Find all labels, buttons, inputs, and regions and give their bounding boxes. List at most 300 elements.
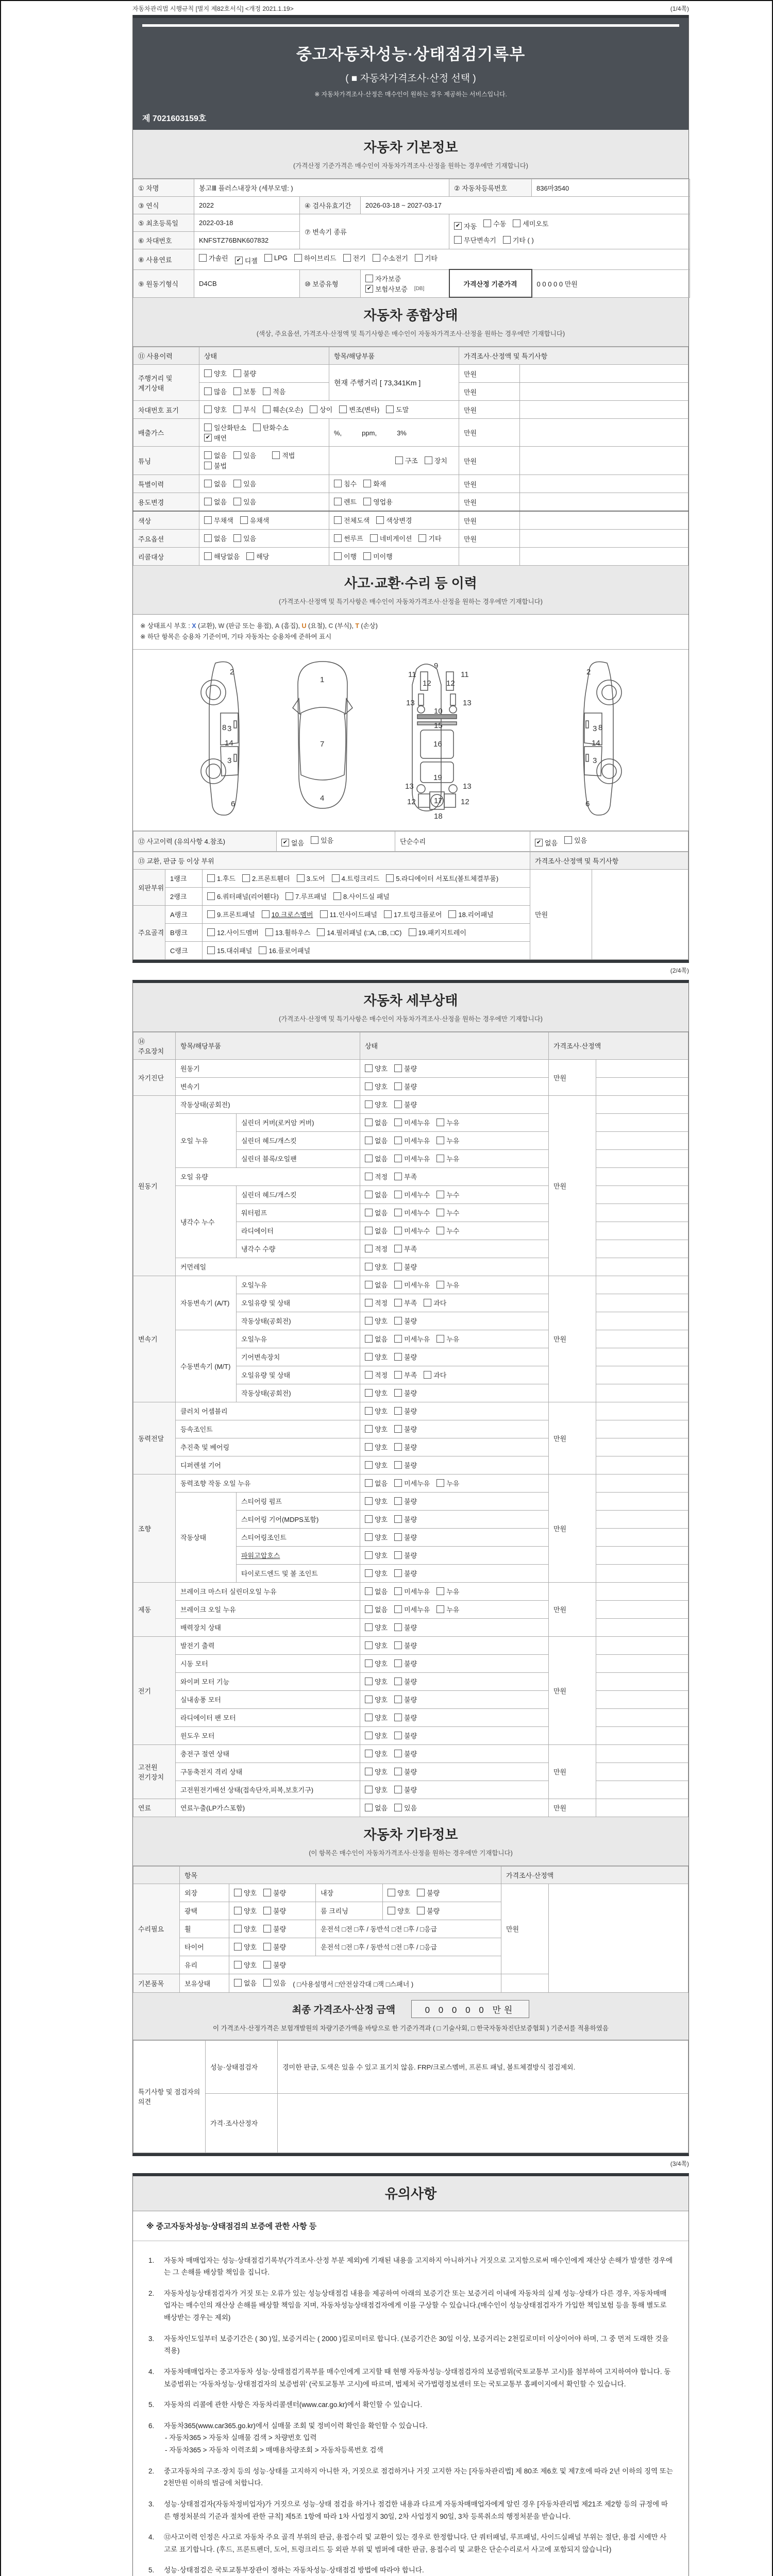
tuning-exist-options[interactable]: [204, 453, 263, 461]
checkbox-icon[interactable]: [233, 369, 241, 377]
checkbox-icon[interactable]: [365, 1804, 373, 1811]
checkbox-icon[interactable]: [263, 1907, 271, 1914]
checkbox-icon[interactable]: ✔: [281, 839, 289, 846]
checkbox-option[interactable]: [386, 873, 498, 883]
checkbox-option[interactable]: [234, 1942, 257, 1952]
checkbox-icon[interactable]: [264, 254, 272, 262]
checkbox-icon[interactable]: [365, 1605, 373, 1613]
checkbox-icon[interactable]: [394, 1641, 402, 1649]
checkbox-icon[interactable]: [365, 1227, 373, 1234]
checkbox-icon[interactable]: [418, 534, 426, 542]
checkbox-icon[interactable]: [394, 1263, 402, 1270]
checkbox-icon[interactable]: [503, 236, 511, 244]
checkbox-option[interactable]: [310, 404, 332, 414]
usage-change-options[interactable]: [199, 493, 329, 512]
detail-item-options[interactable]: [360, 1276, 549, 1294]
checkbox-option[interactable]: [483, 218, 506, 228]
checkbox-option[interactable]: [395, 455, 418, 465]
checkbox-option[interactable]: [394, 1081, 417, 1091]
checkbox-icon[interactable]: [234, 1889, 242, 1896]
checkbox-option[interactable]: [388, 1906, 410, 1916]
checkbox-icon[interactable]: [285, 892, 293, 900]
checkbox-option[interactable]: [394, 1749, 417, 1758]
detail-item-options[interactable]: [360, 1294, 549, 1312]
checkbox-option[interactable]: [436, 1208, 459, 1217]
detail-item-options[interactable]: [360, 1167, 549, 1185]
checkbox-option[interactable]: [365, 1208, 388, 1217]
checkbox-icon[interactable]: [436, 1479, 444, 1487]
checkbox-option[interactable]: [234, 1888, 257, 1897]
checkbox-option[interactable]: [365, 1190, 388, 1199]
checkbox-option[interactable]: [204, 497, 227, 506]
checkbox-icon[interactable]: [334, 552, 342, 560]
checkbox-option[interactable]: [263, 1906, 286, 1916]
checkbox-option[interactable]: [394, 1352, 417, 1362]
checkbox-icon[interactable]: [394, 1118, 402, 1126]
detail-item-options[interactable]: [360, 1492, 549, 1510]
checkbox-icon[interactable]: [386, 874, 394, 882]
checkbox-option[interactable]: [394, 1370, 417, 1380]
exterior-options[interactable]: [229, 1884, 316, 1902]
checkbox-option[interactable]: [204, 515, 233, 525]
checkbox-icon[interactable]: ✔: [535, 839, 543, 846]
checkbox-icon[interactable]: [394, 1515, 402, 1523]
checkbox-icon[interactable]: [417, 1907, 425, 1914]
checkbox-icon[interactable]: [365, 1209, 373, 1216]
checkbox-icon[interactable]: [339, 405, 347, 413]
checkbox-icon[interactable]: [394, 1299, 402, 1307]
checkbox-option[interactable]: [317, 927, 401, 937]
checkbox-option[interactable]: [394, 1460, 417, 1470]
polish-options[interactable]: [229, 1902, 316, 1920]
checkbox-icon[interactable]: [394, 1227, 402, 1234]
checkbox-icon[interactable]: [332, 874, 340, 882]
detail-item-options[interactable]: [360, 1672, 549, 1690]
checkbox-option[interactable]: [394, 1586, 430, 1596]
checkbox-icon[interactable]: [207, 928, 215, 936]
checkbox-icon[interactable]: [394, 1569, 402, 1577]
detail-item-options[interactable]: [360, 1708, 549, 1726]
checkbox-option[interactable]: [207, 909, 255, 919]
checkbox-option[interactable]: [363, 551, 393, 561]
checkbox-option[interactable]: [454, 221, 477, 231]
checkbox-icon[interactable]: [436, 1191, 444, 1198]
detail-item-options[interactable]: [360, 1618, 549, 1636]
checkbox-option[interactable]: [204, 422, 246, 432]
checkbox-option[interactable]: [394, 1785, 417, 1794]
checkbox-icon[interactable]: [417, 1889, 425, 1896]
rank1-items[interactable]: [203, 869, 530, 887]
checkbox-option[interactable]: [365, 1136, 388, 1145]
checkbox-icon[interactable]: [394, 1605, 402, 1613]
checkbox-icon[interactable]: [394, 1100, 402, 1108]
checkbox-icon[interactable]: [365, 1245, 373, 1252]
checkbox-icon[interactable]: ✔: [204, 434, 212, 442]
usage-change-type-options[interactable]: [329, 493, 459, 512]
checkbox-icon[interactable]: ✔: [454, 222, 462, 230]
checkbox-icon[interactable]: [204, 552, 212, 560]
checkbox-icon[interactable]: [365, 1317, 373, 1325]
tire-detail[interactable]: 운전석 □전 □후 / 동반석 □전 □후 / □응급: [316, 1938, 501, 1956]
checkbox-option[interactable]: [394, 1731, 417, 1740]
checkbox-option[interactable]: [263, 386, 285, 396]
detail-item-options[interactable]: [360, 1726, 549, 1744]
checkbox-icon[interactable]: [365, 1371, 373, 1379]
checkbox-option[interactable]: [311, 835, 333, 845]
checkbox-icon[interactable]: [394, 1317, 402, 1325]
checkbox-icon[interactable]: [365, 1155, 373, 1162]
checkbox-icon[interactable]: [253, 423, 261, 431]
checkbox-icon[interactable]: [394, 1407, 402, 1415]
checkbox-icon[interactable]: [233, 451, 241, 459]
checkbox-option[interactable]: [365, 1622, 388, 1632]
checkbox-icon[interactable]: [333, 892, 341, 900]
detail-item-options[interactable]: [360, 1095, 549, 1113]
detail-item-options[interactable]: [360, 1528, 549, 1546]
checkbox-option[interactable]: [204, 479, 227, 488]
checkbox-option[interactable]: [394, 1172, 417, 1181]
checkbox-icon[interactable]: [394, 1750, 402, 1757]
checkbox-icon[interactable]: [207, 892, 215, 900]
checkbox-icon[interactable]: [365, 1064, 373, 1072]
checkbox-option[interactable]: [454, 235, 496, 245]
checkbox-option[interactable]: [417, 1906, 440, 1916]
color-change-options[interactable]: [329, 511, 459, 530]
checkbox-icon[interactable]: [363, 498, 371, 505]
detail-item-options[interactable]: [360, 1781, 549, 1799]
checkbox-icon[interactable]: [365, 1353, 373, 1361]
checkbox-option[interactable]: [394, 1676, 417, 1686]
checkbox-option[interactable]: [235, 256, 258, 265]
checkbox-icon[interactable]: [334, 516, 342, 524]
checkbox-icon[interactable]: [394, 1714, 402, 1721]
checkbox-option[interactable]: [394, 1117, 430, 1127]
checkbox-icon[interactable]: [394, 1425, 402, 1433]
checkbox-icon[interactable]: [394, 1335, 402, 1343]
checkbox-option[interactable]: [365, 1478, 388, 1488]
detail-item-options[interactable]: [360, 1510, 549, 1528]
checkbox-icon[interactable]: [395, 456, 403, 464]
checkbox-icon[interactable]: [415, 254, 423, 262]
checkbox-icon[interactable]: [263, 387, 271, 395]
recall-done-options[interactable]: [329, 548, 459, 566]
checkbox-option[interactable]: [233, 404, 256, 414]
checkbox-option[interactable]: [394, 1406, 417, 1416]
emission-options[interactable]: [199, 419, 329, 447]
checkbox-option[interactable]: [394, 1622, 417, 1632]
checkbox-icon[interactable]: ✔: [365, 285, 373, 293]
checkbox-option[interactable]: [394, 1568, 417, 1578]
mileage-amount-options[interactable]: [199, 383, 329, 401]
checkbox-icon[interactable]: [454, 236, 462, 244]
checkbox-option[interactable]: [365, 1244, 388, 1253]
detail-item-options[interactable]: [360, 1131, 549, 1149]
rankA-items[interactable]: [203, 905, 530, 923]
checkbox-option[interactable]: [242, 873, 290, 883]
detail-item-options[interactable]: [360, 1474, 549, 1492]
checkbox-option[interactable]: [503, 235, 534, 245]
checkbox-option[interactable]: [332, 873, 380, 883]
checkbox-icon[interactable]: [263, 1889, 271, 1896]
fuel-options[interactable]: [194, 249, 690, 270]
checkbox-icon[interactable]: [564, 836, 572, 844]
checkbox-option[interactable]: [233, 533, 256, 543]
checkbox-option[interactable]: [370, 533, 412, 543]
tuning-type-options[interactable]: [329, 447, 459, 475]
checkbox-option[interactable]: [339, 404, 379, 414]
checkbox-icon[interactable]: [365, 1118, 373, 1126]
detail-item-options[interactable]: [360, 1420, 549, 1438]
checkbox-option[interactable]: [365, 1154, 388, 1163]
checkbox-option[interactable]: [365, 1550, 388, 1560]
checkbox-option[interactable]: [363, 497, 393, 506]
checkbox-icon[interactable]: [204, 423, 212, 431]
detail-item-options[interactable]: [360, 1456, 549, 1474]
checkbox-option[interactable]: [394, 1604, 430, 1614]
checkbox-option[interactable]: [394, 1550, 417, 1560]
checkbox-option[interactable]: [436, 1136, 459, 1145]
checkbox-option[interactable]: [297, 873, 325, 883]
checkbox-option[interactable]: [365, 1586, 388, 1596]
checkbox-icon[interactable]: [394, 1696, 402, 1703]
checkbox-icon[interactable]: [394, 1479, 402, 1487]
simple-repair-options[interactable]: [530, 831, 688, 851]
checkbox-option[interactable]: [333, 891, 390, 901]
checkbox-option[interactable]: [394, 1388, 417, 1398]
checkbox-option[interactable]: [365, 1532, 388, 1542]
checkbox-option[interactable]: [365, 1460, 388, 1470]
special-history-type-options[interactable]: [329, 475, 459, 493]
checkbox-icon[interactable]: [365, 1389, 373, 1397]
checkbox-icon[interactable]: [436, 1227, 444, 1234]
checkbox-option[interactable]: [263, 1888, 286, 1897]
checkbox-icon[interactable]: [394, 1137, 402, 1144]
detail-item-options[interactable]: [360, 1690, 549, 1708]
checkbox-option[interactable]: [233, 386, 256, 396]
accident-history-options[interactable]: [277, 831, 395, 851]
checkbox-option[interactable]: [233, 368, 256, 378]
checkbox-option[interactable]: [365, 1226, 388, 1235]
checkbox-option[interactable]: [365, 1785, 388, 1794]
checkbox-option[interactable]: [365, 1172, 388, 1181]
checkbox-icon[interactable]: [204, 451, 212, 459]
checkbox-icon[interactable]: [448, 910, 456, 918]
checkbox-option[interactable]: [207, 927, 259, 937]
checkbox-icon[interactable]: [394, 1768, 402, 1775]
vin-mark-options[interactable]: [199, 401, 459, 419]
checkbox-icon[interactable]: [394, 1623, 402, 1631]
checkbox-icon[interactable]: [513, 219, 520, 227]
checkbox-option[interactable]: [415, 253, 438, 263]
checkbox-icon[interactable]: [233, 534, 241, 542]
holding-options[interactable]: [229, 1974, 501, 1992]
checkbox-icon[interactable]: [436, 1155, 444, 1162]
checkbox-icon[interactable]: [388, 1907, 395, 1914]
checkbox-option[interactable]: [334, 551, 357, 561]
checkbox-option[interactable]: [234, 1924, 257, 1934]
checkbox-icon[interactable]: [394, 1191, 402, 1198]
checkbox-icon[interactable]: [240, 516, 248, 524]
checkbox-icon[interactable]: [394, 1461, 402, 1469]
checkbox-option[interactable]: [285, 891, 327, 901]
checkbox-option[interactable]: [365, 1334, 388, 1344]
checkbox-icon[interactable]: [386, 405, 394, 413]
checkbox-option[interactable]: [365, 1604, 388, 1614]
checkbox-option[interactable]: [294, 253, 337, 263]
checkbox-option[interactable]: [417, 1888, 440, 1897]
checkbox-option[interactable]: [365, 1316, 388, 1326]
checkbox-icon[interactable]: [365, 1335, 373, 1343]
checkbox-icon[interactable]: [394, 1732, 402, 1739]
checkbox-icon[interactable]: [394, 1551, 402, 1559]
detail-item-options[interactable]: [360, 1762, 549, 1781]
checkbox-option[interactable]: [448, 909, 493, 919]
checkbox-option[interactable]: [365, 1803, 388, 1812]
checkbox-icon[interactable]: [207, 874, 215, 882]
checkbox-option[interactable]: [233, 450, 256, 460]
wheel-options[interactable]: [229, 1920, 316, 1938]
checkbox-icon[interactable]: [310, 405, 317, 413]
checkbox-option[interactable]: [334, 533, 363, 543]
checkbox-option[interactable]: [281, 838, 304, 848]
detail-item-options[interactable]: [360, 1185, 549, 1204]
checkbox-option[interactable]: [388, 1888, 410, 1897]
room-cleaning-options[interactable]: [383, 1902, 501, 1920]
checkbox-icon[interactable]: [365, 1281, 373, 1289]
checkbox-option[interactable]: [253, 422, 289, 432]
checkbox-icon[interactable]: [204, 369, 212, 377]
transmission-opts-row2[interactable]: [454, 235, 685, 245]
checkbox-option[interactable]: [394, 1334, 430, 1344]
checkbox-icon[interactable]: [436, 1137, 444, 1144]
detail-item-options[interactable]: [360, 1330, 549, 1348]
detail-item-options[interactable]: [360, 1564, 549, 1582]
checkbox-option[interactable]: [264, 254, 288, 262]
checkbox-icon[interactable]: [425, 456, 432, 464]
checkbox-option[interactable]: [365, 1767, 388, 1776]
detail-item-options[interactable]: [360, 1258, 549, 1276]
checkbox-option[interactable]: [233, 479, 256, 488]
checkbox-icon[interactable]: [373, 254, 380, 262]
checkbox-icon[interactable]: [394, 1281, 402, 1289]
detail-item-options[interactable]: [360, 1799, 549, 1817]
checkbox-icon[interactable]: [365, 1299, 373, 1307]
checkbox-option[interactable]: [394, 1514, 417, 1524]
rankC-items[interactable]: [203, 941, 530, 959]
checkbox-icon[interactable]: [436, 1605, 444, 1613]
checkbox-option[interactable]: [365, 1694, 388, 1704]
checkbox-icon[interactable]: [394, 1064, 402, 1072]
checkbox-option[interactable]: [436, 1586, 459, 1596]
detail-item-options[interactable]: [360, 1059, 549, 1077]
checkbox-option[interactable]: [365, 1568, 388, 1578]
checkbox-option[interactable]: [365, 1063, 388, 1073]
checkbox-icon[interactable]: [199, 254, 207, 262]
checkbox-option[interactable]: [263, 1960, 286, 1970]
checkbox-option[interactable]: [436, 1190, 459, 1199]
detail-item-options[interactable]: [360, 1149, 549, 1167]
checkbox-option[interactable]: [513, 218, 548, 228]
checkbox-option[interactable]: [376, 515, 412, 525]
checkbox-icon[interactable]: [343, 254, 351, 262]
checkbox-option[interactable]: [394, 1226, 430, 1235]
checkbox-icon[interactable]: [394, 1443, 402, 1451]
checkbox-option[interactable]: [436, 1280, 459, 1290]
checkbox-icon[interactable]: [424, 1299, 431, 1307]
detail-item-options[interactable]: [360, 1402, 549, 1420]
main-option-options[interactable]: [199, 530, 329, 548]
checkbox-option[interactable]: [263, 1942, 286, 1952]
checkbox-icon[interactable]: [234, 1961, 242, 1969]
checkbox-option[interactable]: [204, 433, 227, 443]
detail-item-options[interactable]: [360, 1600, 549, 1618]
checkbox-option[interactable]: [394, 1154, 430, 1163]
checkbox-icon[interactable]: [317, 928, 325, 936]
checkbox-option[interactable]: [234, 1960, 257, 1970]
checkbox-icon[interactable]: [234, 1907, 242, 1914]
checkbox-icon[interactable]: [233, 387, 241, 395]
checkbox-option[interactable]: [199, 253, 228, 263]
checkbox-option[interactable]: [436, 1154, 459, 1163]
checkbox-option[interactable]: [394, 1099, 417, 1109]
detail-item-options[interactable]: [360, 1654, 549, 1672]
checkbox-icon[interactable]: [365, 1551, 373, 1559]
checkbox-icon[interactable]: [365, 1082, 373, 1090]
special-history-options[interactable]: [199, 475, 329, 493]
checkbox-icon[interactable]: [394, 1804, 402, 1811]
checkbox-icon[interactable]: [365, 1641, 373, 1649]
checkbox-icon[interactable]: ✔: [235, 257, 243, 264]
main-option-type-options[interactable]: [329, 530, 459, 548]
checkbox-icon[interactable]: [365, 1732, 373, 1739]
checkbox-icon[interactable]: [394, 1786, 402, 1793]
checkbox-icon[interactable]: [365, 1407, 373, 1415]
checkbox-icon[interactable]: [234, 1943, 242, 1951]
warranty-options[interactable]: [361, 269, 449, 297]
checkbox-icon[interactable]: [365, 1100, 373, 1108]
checkbox-option[interactable]: [394, 1803, 417, 1812]
checkbox-option[interactable]: [394, 1136, 430, 1145]
checkbox-option[interactable]: [394, 1298, 417, 1308]
detail-item-options[interactable]: [360, 1744, 549, 1762]
checkbox-option[interactable]: [365, 1280, 388, 1290]
checkbox-option[interactable]: [394, 1424, 417, 1434]
checkbox-option[interactable]: [262, 909, 313, 919]
checkbox-icon[interactable]: [365, 1425, 373, 1433]
checkbox-icon[interactable]: [204, 462, 212, 469]
checkbox-option[interactable]: [204, 368, 227, 378]
detail-item-options[interactable]: [360, 1240, 549, 1258]
checkbox-option[interactable]: [394, 1496, 417, 1506]
checkbox-icon[interactable]: [394, 1245, 402, 1252]
checkbox-option[interactable]: [365, 1424, 388, 1434]
checkbox-option[interactable]: [394, 1190, 430, 1199]
checkbox-icon[interactable]: [436, 1209, 444, 1216]
checkbox-icon[interactable]: [207, 910, 215, 918]
checkbox-option[interactable]: [394, 1262, 417, 1272]
checkbox-icon[interactable]: [365, 1623, 373, 1631]
checkbox-option[interactable]: [436, 1117, 459, 1127]
checkbox-option[interactable]: [535, 838, 558, 848]
checkbox-icon[interactable]: [365, 1443, 373, 1451]
checkbox-icon[interactable]: [394, 1677, 402, 1685]
checkbox-icon[interactable]: [263, 1943, 271, 1951]
checkbox-option[interactable]: [394, 1208, 430, 1217]
detail-item-options[interactable]: [360, 1438, 549, 1456]
checkbox-icon[interactable]: [204, 405, 212, 413]
detail-item-options[interactable]: [360, 1546, 549, 1564]
checkbox-icon[interactable]: [234, 1925, 242, 1933]
